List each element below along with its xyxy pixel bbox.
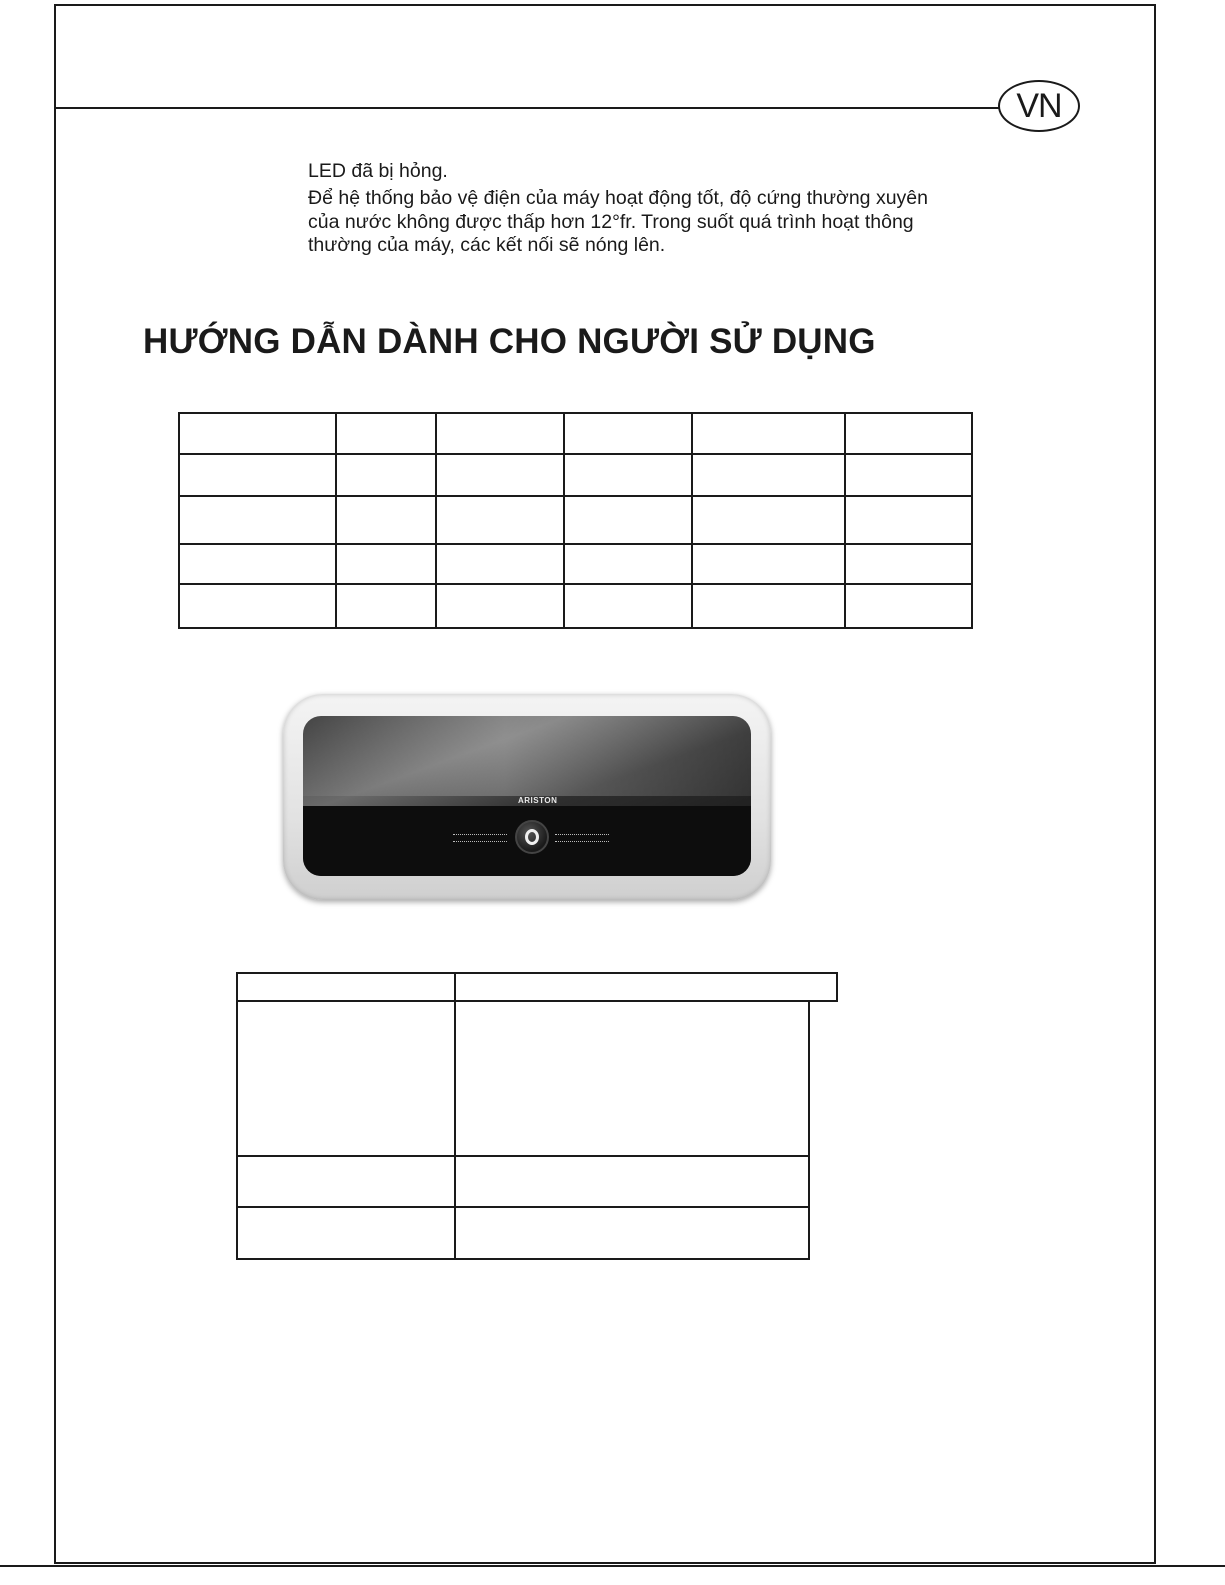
led-indicator-left [453,834,507,842]
table-row-divider [178,495,973,497]
power-ring-icon [525,829,539,845]
table-column-divider [691,412,693,629]
table-row-divider [178,412,973,414]
table-column-divider [808,1000,810,1260]
section-title: HƯỚNG DẪN DÀNH CHO NGƯỜI SỬ DỤNG [143,322,876,361]
table-column-divider [335,412,337,629]
heater-front-panel [303,716,751,876]
table-row-divider [236,972,838,974]
table-column-divider [836,972,838,1002]
panel-gloss [303,716,751,796]
intro-line-1: LED đã bị hỏng. [308,160,448,182]
table-row-divider [236,1155,810,1157]
table-row-divider [236,1000,838,1002]
bottom-rule [0,1565,1225,1567]
table-column-divider [454,972,456,1260]
table-row-divider [178,627,973,629]
water-heater-image [283,694,771,900]
table-column-divider [178,412,180,629]
table-row-divider [236,1206,810,1208]
brand-logo: ARISTON [518,796,558,805]
header-rule [54,107,1000,109]
table-column-divider [971,412,973,629]
table-column-divider [236,972,238,1260]
table-row-divider [178,583,973,585]
specs-table [178,412,973,629]
intro-line-2: Để hệ thống bảo vệ điện của máy hoạt động tốt, độ cứng thường xuyên [308,187,928,209]
controls-table [236,972,838,1260]
table-column-divider [844,412,846,629]
intro-line-3: của nước không được thấp hơn 12°fr. Trong suốt quá trình hoạt thông [308,211,914,233]
language-badge: VN [998,80,1080,132]
table-row-divider [178,543,973,545]
led-indicator-right [555,834,609,842]
table-row-divider [236,1258,810,1260]
control-knob-icon [515,820,549,854]
table-column-divider [563,412,565,629]
table-row-divider [178,453,973,455]
table-column-divider [435,412,437,629]
intro-line-4: thường của máy, các kết nối sẽ nóng lên. [308,234,666,256]
